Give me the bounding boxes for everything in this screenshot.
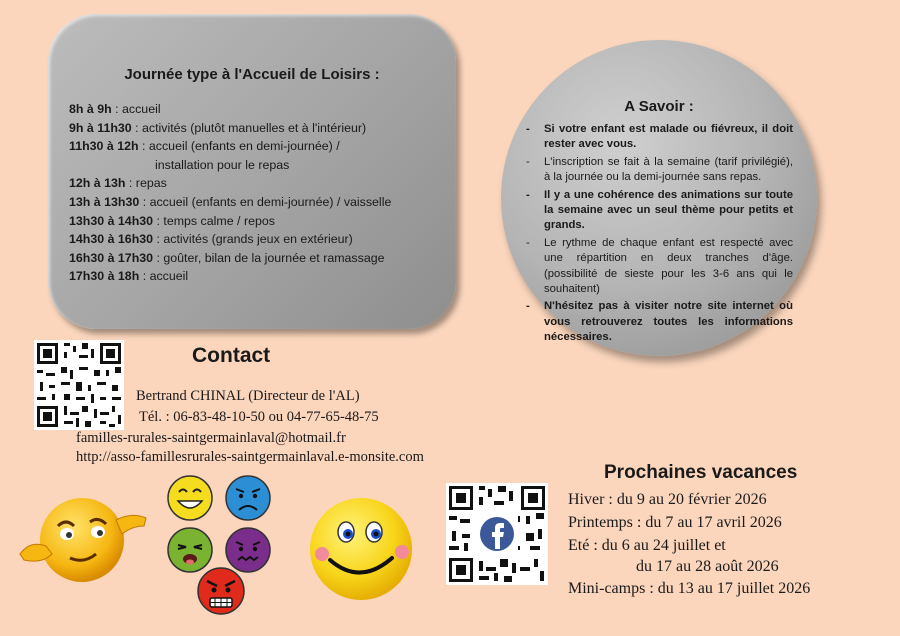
savoir-item: - N'hésitez pas à visiter notre site internet où vous retrouverez toutes les informations nécessaires. — [523, 299, 793, 345]
sad-face-icon — [224, 474, 272, 522]
schedule-row: 14h30 à 16h30 : activités (grands jeux en extérieur) — [69, 232, 353, 247]
laughing-face-icon — [166, 474, 214, 522]
schedule-row: 9h à 11h30 : activités (plutôt manuelles et à l'intérieur) — [69, 120, 367, 135]
facebook-icon — [480, 517, 514, 551]
schedule-row: 8h à 9h : accueil — [69, 102, 161, 116]
schedule-row: 11h30 à 12h : accueil (enfants en demi-journée) / — [69, 139, 340, 154]
qr-code-icon[interactable] — [34, 340, 124, 430]
schedule-row: 13h à 13h30 : accueil (enfants en demi-journée) / vaisselle — [69, 194, 392, 209]
schedule-row: 13h30 à 14h30 : temps calme / repos — [69, 213, 275, 228]
schedule-row: 17h30 à 18h : accueil — [69, 269, 189, 284]
schedule-row: installation pour le repas — [155, 157, 290, 172]
savoir-item: - Il y a une cohérence des animations sur toute la semaine avec un seul thème pour petits et grands. — [523, 188, 793, 234]
savoir-list — [523, 122, 793, 348]
savoir-title: A Savoir : — [624, 98, 694, 115]
savoir-item: - Le rythme de chaque enfant est respecté avec une répartition en deux tranches d'âge. (possibilité de sieste pour les 3-6 ans qui le souhaitent) — [523, 236, 793, 298]
savoir-item: - Si votre enfant est malade ou fiévreux, il doit rester avec vous. — [523, 122, 793, 153]
savoir-item: - L'inscription se fait à la semaine (tarif privilégié), à la journée ou la demi-journée sans repas. — [523, 155, 793, 186]
vacances-line: Mini-camps : du 13 au 17 juillet 2026 — [568, 580, 811, 597]
contact-email[interactable]: familles-rurales-saintgermainlaval@hotmail.fr — [76, 430, 346, 446]
vacances-title: Prochaines vacances — [604, 462, 798, 483]
schedule-list — [69, 100, 391, 286]
vacances-line: du 17 au 28 août 2026 — [636, 558, 779, 575]
contact-phone: Tél. : 06-83-48-10-50 ou 04-77-65-48-75 — [139, 409, 379, 425]
savoir-panel — [501, 40, 817, 356]
contact-website[interactable]: http://asso-famillesrurales-saintgermainlaval.e-monsite.com — [76, 449, 424, 465]
vacances-line: Printemps : du 7 au 17 avril 2026 — [568, 514, 782, 531]
contact-title: Contact — [192, 344, 271, 367]
schedule-row: 16h30 à 17h30 : goûter, bilan de la journée et ramassage — [69, 250, 385, 265]
vacances-line: Hiver : du 9 au 20 février 2026 — [568, 491, 767, 508]
qr-code-facebook-icon[interactable] — [446, 483, 548, 585]
schedule-row: 12h à 13h : repas — [69, 176, 167, 191]
contact-name: Bertrand CHINAL (Directeur de l'AL) — [136, 388, 360, 404]
schedule-panel — [48, 14, 456, 329]
schedule-title: Journée type à l'Accueil de Loisirs : — [124, 66, 380, 83]
vacances-line: Eté : du 6 au 24 juillet et — [568, 537, 726, 554]
thinking-emoji-icon — [12, 492, 152, 588]
angry-face-icon — [196, 566, 246, 616]
big-smile-emoji-icon — [306, 494, 416, 604]
